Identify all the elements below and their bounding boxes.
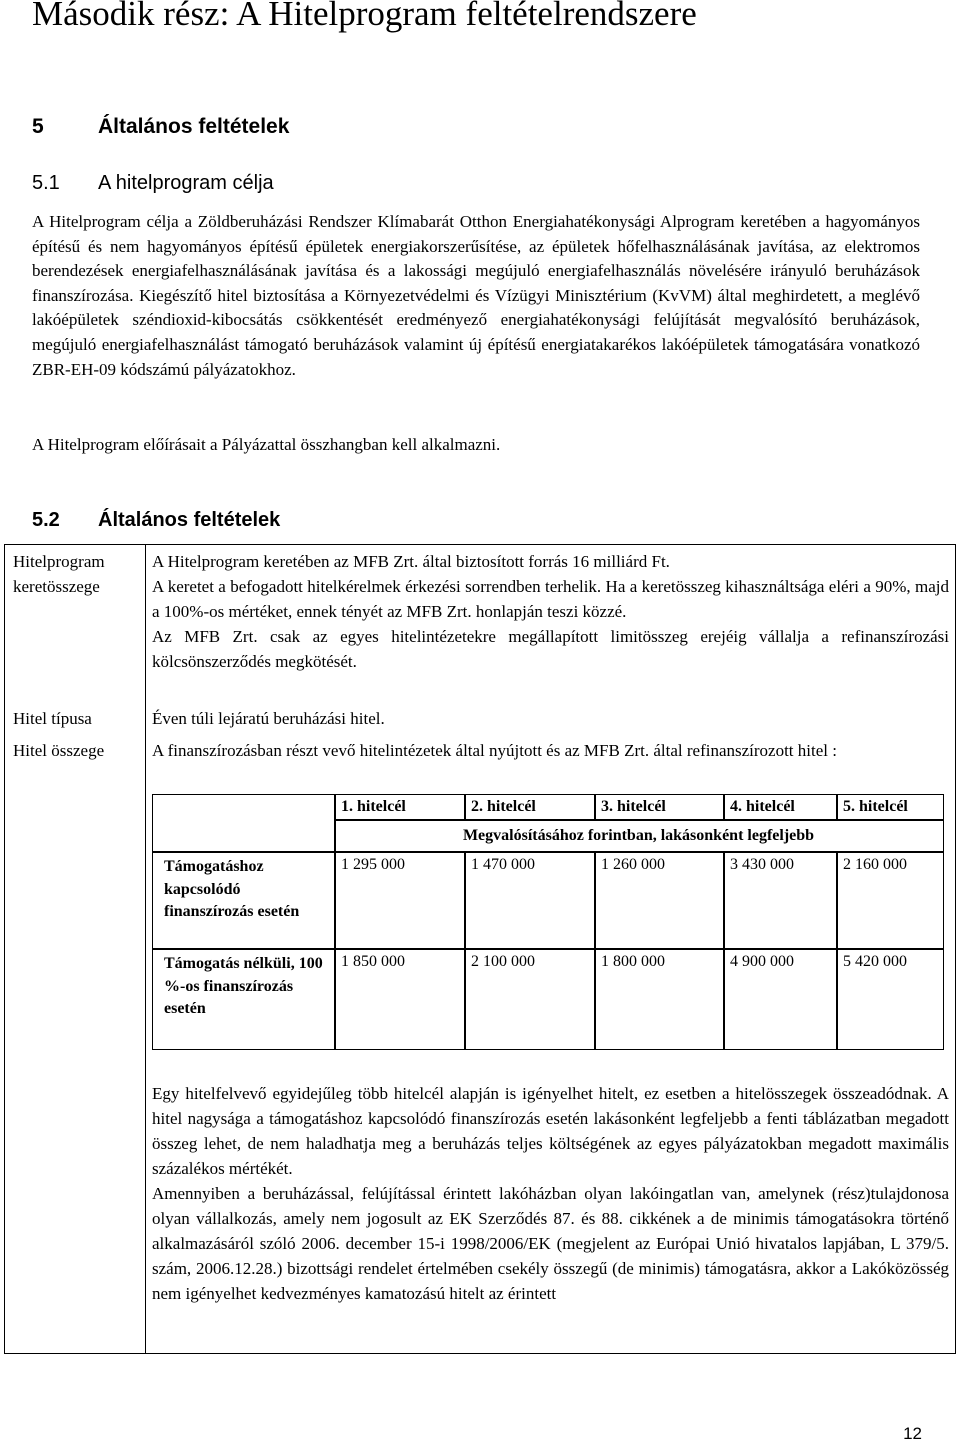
column-header: 5. hitelcél bbox=[843, 798, 908, 815]
subsection-1-number: 5.1 bbox=[32, 172, 60, 194]
column-header: 4. hitelcél bbox=[730, 798, 795, 815]
amounts-subheader: Megvalósításához forintban, lakásonként legfeljebb bbox=[462, 827, 815, 844]
credit-line-source: A Hitelprogram keretében az MFB Zrt. által biztosított forrás 16 milliárd Ft. bbox=[152, 552, 670, 571]
credit-line-allocation: A keretet a befogadott hitelkérelmek érkezési sorrendben terhelik. Ha a keretösszeg kihasználtsága eléri a 90%, majd a 100%-os mértéket, ennek tényét az MFB Zrt. honlapján teszi közzé. bbox=[152, 577, 949, 621]
amount-cell: 4 900 000 bbox=[730, 953, 794, 970]
row-label-unsupported: Támogatás nélküli, 100 %-os finanszírozás esetén bbox=[164, 955, 323, 1017]
subsection-1-title: A hitelprogram célja bbox=[98, 172, 274, 194]
col-rule bbox=[464, 851, 466, 1049]
subsection-2-number: 5.2 bbox=[32, 509, 60, 531]
conditions-table bbox=[4, 544, 956, 1354]
table-column-divider bbox=[145, 545, 146, 1353]
col-rule bbox=[723, 851, 725, 1049]
section-heading bbox=[32, 115, 289, 139]
credit-line-cell bbox=[152, 549, 949, 674]
page-title: Második rész: A Hitelprogram feltételrendszere bbox=[32, 0, 697, 33]
row-label-credit-line: Hitelprogram keretösszege bbox=[13, 552, 105, 596]
row-label-supported: Támogatáshoz kapcsolódó finanszírozás esetén bbox=[164, 858, 300, 920]
loan-amount-notes bbox=[152, 1081, 949, 1306]
row-label-loan-type: Hitel típusa bbox=[13, 709, 92, 728]
amount-cell: 2 100 000 bbox=[471, 953, 535, 970]
amount-cell: 5 420 000 bbox=[843, 953, 907, 970]
program-note: A Hitelprogram előírásait a Pályázattal összhangban kell alkalmazni. bbox=[32, 435, 501, 454]
amount-cell: 1 470 000 bbox=[471, 856, 535, 873]
amount-cell: 1 295 000 bbox=[341, 856, 405, 873]
page-number: 12 bbox=[903, 1424, 922, 1443]
multiple-purposes-paragraph: Egy hitelfelvevő egyidejűleg több hitelcél alapján is igényelhet hitelt, ez esetben a hitelösszegek összeadódnak. A hitel nagysága a támogatáshoz kapcsolódó finanszírozás esetén lakásonként legfeljebb a fenti táblázatban megadott összeg lehet, de nem haladhatja meg a beruházás teljes költségének az egyes pályázatokban megadott maximális százalékos mértékét. bbox=[152, 1084, 949, 1178]
col-rule bbox=[594, 851, 596, 1049]
section-number: 5 bbox=[32, 115, 44, 138]
row-rule bbox=[153, 948, 943, 950]
column-header: 1. hitelcél bbox=[341, 798, 406, 815]
col-rule bbox=[836, 851, 838, 1049]
column-header: 2. hitelcél bbox=[471, 798, 536, 815]
credit-line-limit: Az MFB Zrt. csak az egyes hitelintézetekre megállapított limitösszeg erejéig vállalja a refinanszírozási kölcsönszerződés megkötését. bbox=[152, 627, 949, 671]
row-label-loan-amount: Hitel összege bbox=[13, 741, 105, 760]
amount-cell: 1 800 000 bbox=[601, 953, 665, 970]
loan-type-cell: Éven túli lejáratú beruházási hitel. bbox=[152, 709, 385, 728]
subheader-rule bbox=[153, 851, 943, 853]
loan-amounts-table bbox=[152, 794, 944, 1050]
loan-amount-intro: A finanszírozásban részt vevő hitelintézetek által nyújtott és az MFB Zrt. által refinanszírozott hitel : bbox=[152, 741, 837, 760]
amount-cell: 3 430 000 bbox=[730, 856, 794, 873]
subsection-2-heading bbox=[32, 509, 280, 532]
subsection-1-heading bbox=[32, 172, 274, 195]
de-minimis-paragraph: Amennyiben a beruházással, felújítással érintett lakóházban olyan lakóingatlan van, amelynek (rész)tulajdonosa olyan vállalkozás, amely nem jogosult az EK Szerződés 87. és 88. cikkének a de minimis támogatásokra történő alkalmazásáról szóló 2006. december 15-i 1998/2006/EK (megjelent az Európai Unió hivatalos lapjában, L 379/5. szám, 2006.12.28.) bizottsági rendelet értelmében csekély összegű (de minimis) támogatásra, akkor a Lakóközösség nem igényelhet kedvezményes kamatozású hitelt az érintett bbox=[152, 1184, 949, 1303]
purpose-paragraph: A Hitelprogram célja a Zöldberuházási Rendszer Klímabarát Otthon Energiahatékonysági Alprogram keretében a hagyományos építésű és nem hagyományos építésű épületek energiakorszerűsítése, az épületek hőfelhasználásának javítása, az elektromos berendezések energiafelhasználásának javítása és a lakossági megújuló energiafelhasználás növelésére irányuló beruházások finanszírozása. Kiegészítő hitel biztosítása a Környezetvédelmi és Vízügyi Minisztérium (KvVM) által meghirdetett, a meglévő lakóépületek széndioxid-kibocsátás csökkentését eredményező energiahatékonysági felújítását megvalósító beruházások, megújuló energiafelhasználást támogató beruházások valamint új építésű energiatakarékos lakóépületek támogatására vonatkozó ZBR-EH-09 kódszámú pályázatokhoz. bbox=[32, 212, 920, 379]
section-title: Általános feltételek bbox=[98, 115, 290, 138]
amount-cell: 2 160 000 bbox=[843, 856, 907, 873]
subsection-2-title: Általános feltételek bbox=[98, 509, 281, 531]
amount-cell: 1 260 000 bbox=[601, 856, 665, 873]
amount-cell: 1 850 000 bbox=[341, 953, 405, 970]
column-header: 3. hitelcél bbox=[601, 798, 666, 815]
